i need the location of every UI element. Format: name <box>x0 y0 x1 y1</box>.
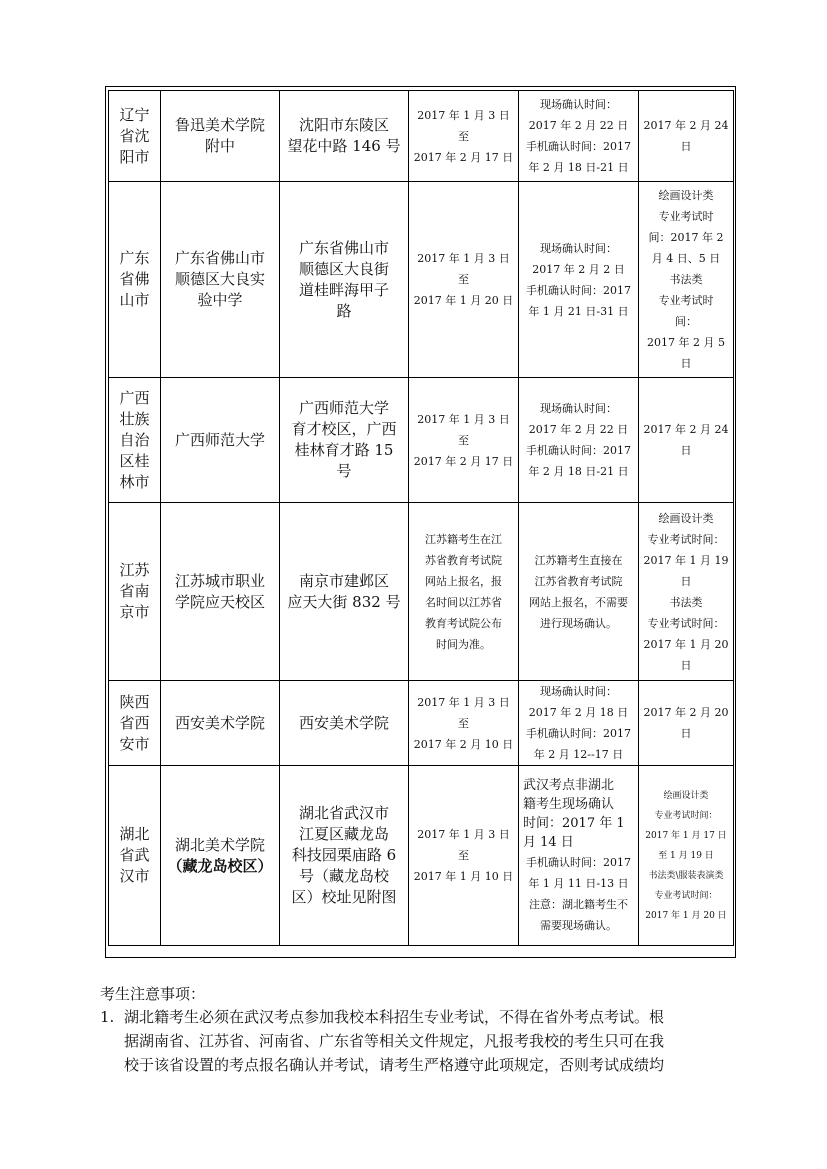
notes-title: 考生注意事项： <box>100 985 206 1003</box>
empty-cell <box>161 946 280 964</box>
cell-line: 江苏 <box>119 561 150 579</box>
cell-line: 专业考试时 <box>658 210 714 223</box>
cell-line: 汉市 <box>119 867 150 885</box>
cell-line: 道桂畔海甲子 <box>298 280 389 299</box>
cell-line: 望花中路 146 号 <box>287 137 401 155</box>
confirmation-time-cell <box>519 681 639 766</box>
cell-line: 网站上报名，报 <box>425 574 502 588</box>
cell-line: 绘画设计类 <box>658 189 714 202</box>
cell-line: 2017 年 2 月 24 <box>643 423 729 436</box>
empty-cell <box>519 946 639 964</box>
cell-line: 广东省佛山市 <box>298 238 389 257</box>
region-cell <box>109 766 161 946</box>
region-cell <box>109 182 161 378</box>
cell-line: 进行现场确认。 <box>540 616 617 630</box>
cell-line: 至 <box>458 273 469 286</box>
address-cell <box>280 681 409 766</box>
cell-line: 专业考试时间： <box>647 532 725 546</box>
confirmation-time-cell <box>519 766 639 946</box>
cell-line: 广东 <box>119 249 150 267</box>
table-row <box>109 91 734 182</box>
cell-line: 2017 年 1 月 3 日 <box>417 108 510 122</box>
cell-line: 现场确认时间： <box>540 241 617 255</box>
cell-line: 江苏城市职业 <box>174 571 265 590</box>
cell-line: 日 <box>680 574 692 588</box>
cell-line: 学院应天校区 <box>174 592 265 611</box>
confirmation-time-cell <box>519 503 639 681</box>
region-cell <box>109 91 161 182</box>
cell-line: 2017 年 1 月 20 日 <box>645 910 727 921</box>
cell-line: 注意：湖北籍考生不 <box>529 897 628 911</box>
notes-line: 湖北籍考生必须在武汉考点参加我校本科招生专业考试，不得在省外考点考试。根 <box>124 1008 665 1026</box>
cell-line: 阳市 <box>119 147 150 166</box>
cell-line: 籍考生现场确认 <box>523 796 615 812</box>
cell-line: 日 <box>680 727 692 740</box>
cell-line: 附中 <box>204 137 235 155</box>
school-cell <box>161 766 280 946</box>
cell-line: 专业考试时间： <box>654 890 718 901</box>
table-row <box>109 503 734 681</box>
cell-line: 江苏籍考生在江 <box>425 532 502 546</box>
cell-line: 自治 <box>119 430 150 449</box>
empty-cell <box>109 946 161 964</box>
cell-line: 日 <box>680 357 692 370</box>
cell-line: 验中学 <box>197 291 243 309</box>
cell-line: 广东省佛山市 <box>174 249 265 267</box>
cell-line: 省佛 <box>119 270 150 288</box>
school-cell <box>161 503 280 681</box>
exam-site-table <box>108 90 734 964</box>
cell-line: 育才校区，广西 <box>291 420 397 438</box>
cell-line: 年 2 月 12--17 日 <box>533 748 624 761</box>
campus-name: （藏龙岛校区） <box>167 856 273 875</box>
cell-line: 年 1 月 21 日-31 日 <box>528 304 629 318</box>
cell-line: 2017 年 1 月 20 <box>643 637 729 651</box>
school-cell <box>161 182 280 378</box>
address-cell <box>280 91 409 182</box>
address-cell <box>280 182 409 378</box>
cell-line: 日 <box>680 658 692 672</box>
cell-line: 号 <box>336 462 352 480</box>
cell-line: 2017 年 1 月 17 日 <box>645 830 727 841</box>
notes-item-text <box>124 1005 736 1077</box>
cell-line: 江苏籍考生直接在 <box>534 553 623 567</box>
exam-time-cell <box>639 91 734 182</box>
cell-line: 手机确认时间：2017 <box>526 283 631 297</box>
cell-line: 顺德区大良街 <box>298 259 389 278</box>
cell-line: 间：2017 年 2 <box>648 231 724 244</box>
cell-line: 专业考试时间： <box>647 616 725 630</box>
cell-line: 间： <box>675 315 697 328</box>
empty-cell <box>280 946 409 964</box>
cell-line: 至 <box>458 129 469 143</box>
cell-line: 安市 <box>119 734 150 753</box>
cell-line: 时间：2017 年 1 <box>523 815 625 831</box>
cell-line: 省西 <box>119 713 150 732</box>
cell-line: 广西师范大学 <box>174 430 265 449</box>
cell-line: 名时间以江苏省 <box>425 595 502 609</box>
cell-line: 年 2 月 18 日-21 日 <box>528 465 629 478</box>
empty-cell <box>409 946 519 964</box>
confirmation-time-cell <box>519 378 639 503</box>
cell-line: 顺德区大良实 <box>174 270 265 288</box>
cell-line: 苏省教育考试院 <box>425 553 502 567</box>
cell-line: 手机确认时间：2017 <box>526 727 631 740</box>
region-cell <box>109 378 161 503</box>
cell-line: 江夏区藏龙岛 <box>298 825 389 843</box>
cell-line: 网站上报名，不需要 <box>529 595 628 609</box>
cell-line: 需要现场确认。 <box>540 918 617 932</box>
cell-line: 号（藏龙岛校 <box>298 867 389 885</box>
cell-line: 2017 年 2 月 17 日 <box>413 454 514 468</box>
cell-line: 辽宁 <box>119 105 150 124</box>
cell-line: 2017 年 2 月 22 日 <box>528 423 629 436</box>
cell-line: 2017 年 1 月 20 日 <box>413 294 514 307</box>
cell-line: 2017 年 1 月 10 日 <box>413 870 514 883</box>
cell-line: 湖北省武汉市 <box>298 804 389 822</box>
notes-item-number: 1. <box>100 1008 115 1026</box>
cell-line: 手机确认时间：2017 <box>526 140 631 153</box>
exam-time-cell <box>639 182 734 378</box>
registration-time-cell <box>409 378 519 503</box>
cell-line: 2017 年 2 月 18 日 <box>528 706 629 719</box>
cell-line: 至 <box>458 849 469 862</box>
exam-time-cell <box>639 766 734 946</box>
school-cell <box>161 91 280 182</box>
cell-line: 山市 <box>119 291 150 309</box>
cell-line: 手机确认时间：2017 <box>526 444 631 457</box>
cell-line: 省沈 <box>119 126 150 145</box>
cell-line: 专业考试时 <box>658 294 714 307</box>
address-cell <box>280 503 409 681</box>
cell-line: 京市 <box>119 603 150 621</box>
cell-line: 2017 年 2 月 5 <box>647 336 725 349</box>
empty-cell <box>639 946 734 964</box>
region-cell <box>109 503 161 681</box>
cell-line: 西安美术学院 <box>298 713 389 732</box>
cell-line: 鲁迅美术学院 <box>174 116 265 134</box>
cell-line: 2017 年 1 月 3 日 <box>417 412 510 426</box>
table-row <box>109 182 734 378</box>
registration-time-cell <box>409 681 519 766</box>
cell-line: 至 <box>458 433 469 447</box>
cell-line: 2017 年 2 月 2 日 <box>532 262 625 276</box>
table-row <box>109 378 734 503</box>
cell-line: 壮族 <box>119 409 150 428</box>
cell-line: 2017 年 2 月 10 日 <box>413 737 514 751</box>
address-cell <box>280 766 409 946</box>
cell-line: 湖北 <box>119 825 150 843</box>
cell-line: 2017 年 2 月 22 日 <box>528 119 629 132</box>
school-cell <box>161 378 280 503</box>
cell-line: 2017 年 2 月 20 <box>643 706 729 719</box>
cell-line: 2017 年 1 月 3 日 <box>417 252 510 265</box>
cell-line: 路 <box>336 301 352 320</box>
cell-line: 西安美术学院 <box>174 713 265 732</box>
cell-line: 2017 年 2 月 24 <box>643 119 729 132</box>
school-cell <box>161 681 280 766</box>
notes-line: 校于该省设置的考点报名确认并考试，请考生严格遵守此项规定，否则考试成绩均 <box>124 1056 665 1074</box>
cell-line: 教育考试院公布 <box>425 616 502 630</box>
cell-line: 至 1 月 19 日 <box>658 850 714 861</box>
notes-line: 据湖南省、江苏省、河南省、广东省等相关文件规定，凡报考我校的考生只可在我 <box>124 1032 665 1050</box>
cell-line: 年 1 月 11 日-13 日 <box>528 876 629 890</box>
cell-line: 绘画设计类 <box>663 790 709 801</box>
exam-time-cell <box>639 681 734 766</box>
registration-time-cell <box>409 182 519 378</box>
cell-line: 2017 年 1 月 3 日 <box>417 828 510 841</box>
cell-line: 武汉考点非湖北 <box>523 777 615 793</box>
cell-line: 书法类\服装表演类 <box>648 870 724 881</box>
registration-time-cell <box>409 91 519 182</box>
cell-line: 省南 <box>119 582 150 600</box>
registration-time-cell <box>409 766 519 946</box>
cell-line: 月 4 日、5 日 <box>651 252 721 265</box>
registration-time-cell <box>409 503 519 681</box>
cell-line: 区）校址见附图 <box>291 888 397 906</box>
cell-line: 南京市建邺区 <box>298 571 389 590</box>
table-row <box>109 681 734 766</box>
exam-time-cell <box>639 503 734 681</box>
cell-line: 书法类 <box>669 273 703 286</box>
cell-line: 江苏省教育考试院 <box>534 574 623 588</box>
cell-line: 月 14 日 <box>523 834 574 850</box>
table-row <box>109 766 734 946</box>
confirmation-time-cell <box>519 91 639 182</box>
cell-line: 沈阳市东陵区 <box>298 116 389 134</box>
cell-line: 应天大街 832 号 <box>287 592 401 611</box>
cell-line: 手机确认时间：2017 <box>526 855 631 869</box>
confirmation-time-cell <box>519 182 639 378</box>
cell-line: 绘画设计类 <box>658 511 714 525</box>
cell-line: 2017 年 2 月 17 日 <box>413 150 514 164</box>
cell-line: 日 <box>680 140 692 153</box>
cell-line: 现场确认时间： <box>540 402 617 415</box>
cell-line: 年 2 月 18 日-21 日 <box>528 161 629 174</box>
cell-line: 时间为准。 <box>436 637 491 651</box>
region-cell <box>109 681 161 766</box>
cell-line: 现场确认时间： <box>540 685 617 698</box>
cell-line: 桂林育才路 15 <box>294 441 394 459</box>
cell-line: 2017 年 1 月 3 日 <box>417 695 510 709</box>
cell-line: 广西 <box>119 388 150 407</box>
cell-line: 日 <box>680 444 692 457</box>
exam-time-cell <box>639 378 734 503</box>
cell-line: 2017 年 1 月 19 <box>643 553 729 567</box>
cell-line: 区桂 <box>119 451 150 470</box>
cell-line: 科技园栗庙路 6 <box>291 846 397 864</box>
cell-line: 省武 <box>119 846 150 864</box>
address-cell <box>280 378 409 503</box>
table-row-empty <box>109 946 734 964</box>
cell-line: 陕西 <box>119 692 150 711</box>
cell-line: 湖北美术学院 <box>174 835 265 854</box>
cell-line: 广西师范大学 <box>298 399 389 417</box>
cell-line: 现场确认时间： <box>540 98 617 111</box>
cell-line: 林市 <box>119 472 150 491</box>
cell-line: 书法类 <box>669 595 703 609</box>
cell-line: 专业考试时间： <box>654 810 718 821</box>
cell-line: 至 <box>458 716 469 730</box>
